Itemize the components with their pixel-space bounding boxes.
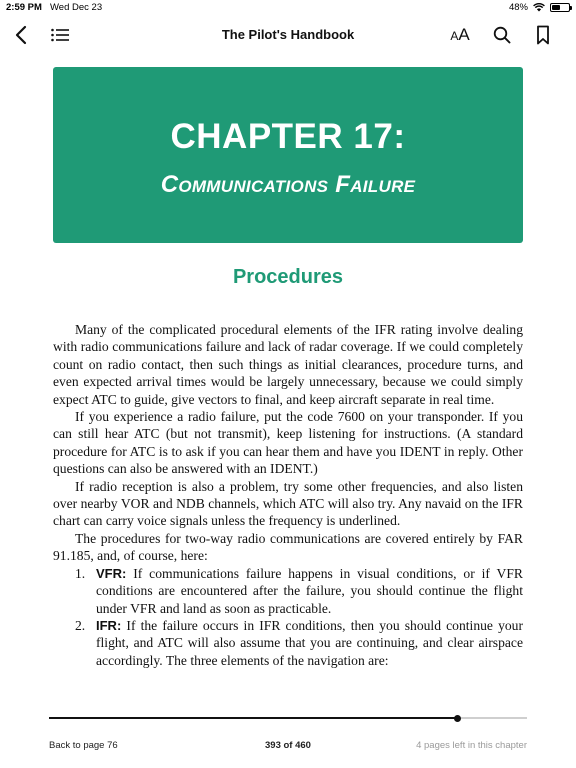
list-item-text: If communications failure happens in visual conditions, or if VFR conditions are encountered after the failure, you should continue the flight under VFR and land as soon as practicable. [96,565,523,616]
list-item-term: VFR: [96,565,127,581]
bookmark-icon [536,25,550,45]
font-big-glyph: A [458,25,470,44]
paragraph: The procedures for two-way radio communications are covered entirely by FAR 91.185, and, of course, here: [53,530,523,564]
procedure-list [53,565,523,669]
battery-percent: 48% [508,2,528,13]
chapter-banner [53,67,523,243]
font-size-button[interactable] [446,22,474,48]
status-bar [0,0,576,14]
list-item [53,565,523,617]
page-count: 393 of 460 [265,740,311,751]
font-small-glyph: A [450,29,459,43]
chapter-number: CHAPTER 17: [170,117,406,156]
search-button[interactable] [489,22,515,48]
book-title: The Pilot's Handbook [221,27,355,42]
battery-fill [552,5,560,10]
chapter-title: Communications Failure [160,171,416,198]
list-item-text: If the failure occurs in IFR conditions, then you should continue your flight, and ATC will also assume that you are continuing, and clear airspace accordingly. The three elements of the navigation are: [96,617,523,668]
text-size-icon [450,25,469,45]
section-heading: Procedures [232,266,344,288]
page-body [53,321,523,669]
bookmark-button[interactable] [530,22,556,48]
scrubber-handle[interactable] [454,715,461,722]
status-date: Wed Dec 23 [50,2,103,13]
wifi-icon [533,3,545,12]
page-scrubber[interactable] [49,717,527,719]
status-time: 2:59 PM [6,2,42,13]
list-item-number: 1. [75,565,86,581]
paragraph: Many of the complicated procedural elements of the IFR rating involve dealing with radio communications failure and lack of radar coverage. If we could completely count on radio contact, then such things as initial clearances, procedure turns, and even expected arrival times would be largely unnecessary, because we could simply expect ATC to guide, give vectors to final, and keep aircraft separate in real time. [53,322,523,407]
paragraph: If radio reception is also a problem, try some other frequencies, and also listen over nearby VOR and NDB channels, which ATC will also try. Any navaid on the IFR chart can carry voice signals unless the frequency is underlined. [53,478,523,529]
search-icon [493,26,511,44]
list-item-number: 2. [75,617,86,633]
reader-toolbar [0,18,576,50]
pages-left-in-chapter: 4 pages left in this chapter [416,740,527,751]
list-item-term: IFR: [96,617,122,633]
list-item [53,617,523,669]
back-to-page-link[interactable]: Back to page 76 [49,740,118,751]
status-indicators [509,2,570,13]
battery-icon [550,3,570,12]
paragraph: If you experience a radio failure, put the code 7600 on your transponder. If you can still hear ATC (but not transmit), keep listening for instructions. (A standard procedure for ATC is to ask if you can hear them and have you IDENT in reply. Other questions can also be answered with an IDENT.) [53,409,523,477]
scrubber-fill [49,717,457,719]
